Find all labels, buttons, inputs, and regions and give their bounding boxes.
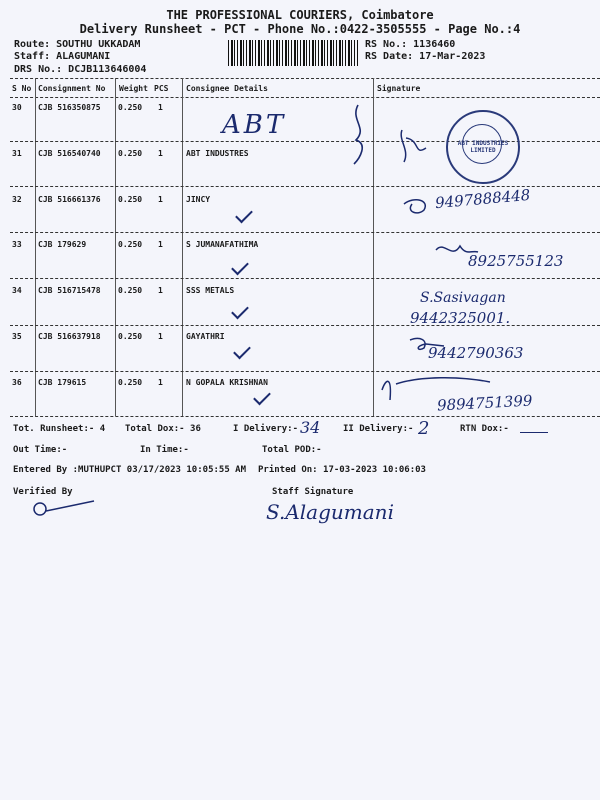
row-weight: 0.250: [118, 332, 143, 341]
check-mark-icon: [235, 206, 253, 224]
runsheet-title: Delivery Runsheet - PCT - Phone No.:0422-3505555 - Page No.:4: [79, 22, 521, 36]
row-consignment: CJB 516540740: [38, 149, 101, 158]
i-delivery-value: 34: [300, 418, 321, 437]
check-mark-icon: [231, 258, 249, 276]
row-weight: 0.250: [118, 149, 143, 158]
row-sno: 36: [12, 378, 22, 387]
row-consignment: CJB 516350875: [38, 103, 101, 112]
row-consignment: CJB 179615: [38, 378, 87, 387]
table-top-rule: [10, 78, 600, 79]
row-consignee: GAYATHRI: [186, 332, 225, 341]
row-weight: 0.250: [118, 240, 143, 249]
total-runsheet: Tot. Runsheet:- 4: [13, 424, 106, 434]
col-header-signature: Signature: [377, 84, 421, 93]
check-mark-icon: [253, 388, 271, 406]
row-sno: 30: [12, 103, 22, 112]
rtn-dash: [520, 432, 548, 433]
row-consignee: S JUMANAFATHIMA: [186, 240, 259, 249]
company-title: THE PROFESSIONAL COURIERS, Coimbatore: [166, 8, 434, 22]
row-sno: 35: [12, 332, 22, 341]
row-weight: 0.250: [118, 195, 143, 204]
row-sno: 32: [12, 195, 22, 204]
staff-signature: S.Alagumani: [266, 500, 394, 524]
row-consignee: JINCY: [186, 195, 211, 204]
row-consignee: N GOPALA KRISHNAN: [186, 378, 268, 387]
row-sno: 33: [12, 240, 22, 249]
col-header-consignee: Consignee Details: [186, 84, 268, 93]
row-pcs: 1: [158, 378, 163, 387]
col-header-weight: Weight: [119, 84, 148, 93]
row-consignee: SSS METALS: [186, 286, 235, 295]
handwritten-name: S.Sasivagan: [420, 290, 506, 306]
verified-by-label: Verified By: [13, 487, 73, 497]
total-dox: Total Dox:- 36: [125, 424, 201, 434]
total-pod: Total POD:-: [262, 445, 322, 455]
i-delivery-label: I Delivery:-: [233, 424, 299, 434]
row-pcs: 1: [158, 240, 163, 249]
col-header-sno: S No: [12, 84, 32, 93]
in-time: In Time:-: [140, 445, 189, 455]
row-consignment: CJB 179629: [38, 240, 87, 249]
row-consignee: ABT INDUSTRES: [186, 149, 249, 158]
col-divider: [182, 78, 183, 416]
rs-number: RS No.: 1136460: [365, 39, 456, 50]
entered-by: Entered By :MUTHUPCT 03/17/2023 10:05:55 AM: [13, 465, 246, 475]
handwritten-phone: 9894751399: [436, 391, 533, 415]
stamp-text: ABT INDUSTRIES LIMITED: [457, 140, 509, 154]
row-pcs: 1: [158, 149, 163, 158]
out-time: Out Time:-: [13, 445, 68, 455]
row-weight: 0.250: [118, 286, 143, 295]
ii-delivery-label: II Delivery:-: [343, 424, 414, 434]
row-weight: 0.250: [118, 103, 143, 112]
row-pcs: 1: [158, 103, 163, 112]
rs-date: RS Date: 17-Mar-2023: [365, 51, 486, 62]
row-consignment: CJB 516661376: [38, 195, 101, 204]
printed-on: Printed On: 17-03-2023 10:06:03: [258, 465, 426, 475]
barcode: [228, 40, 358, 66]
staff-label: Staff: ALAGUMANI: [14, 51, 111, 62]
handwritten-phone: 9442325001.: [410, 309, 511, 327]
staff-signature-label: Staff Signature: [272, 487, 354, 497]
table-header-rule: [10, 97, 600, 98]
handwritten-note: ABT: [222, 110, 287, 140]
row-consignment: CJB 516715478: [38, 286, 101, 295]
col-header-pcs: PCS: [154, 84, 169, 93]
ii-delivery-value: 2: [418, 418, 430, 439]
row-pcs: 1: [158, 195, 163, 204]
route-label: Route: SOUTHU UKKADAM: [14, 39, 141, 50]
drs-number: DRS No.: DCJB113646004: [14, 64, 147, 75]
col-header-consignment: Consignment No: [38, 84, 106, 93]
rtn-dox-label: RTN Dox:-: [460, 424, 509, 434]
handwritten-phone: 9442790363: [428, 344, 524, 362]
check-mark-icon: [233, 342, 251, 360]
handwritten-phone: 9497888448: [434, 185, 532, 213]
handwritten-phone: 8925755123: [468, 252, 564, 270]
verified-signature: [28, 497, 98, 521]
row-weight: 0.250: [118, 378, 143, 387]
col-divider: [35, 78, 36, 416]
row-pcs: 1: [158, 286, 163, 295]
col-divider: [115, 78, 116, 416]
check-mark-icon: [231, 302, 249, 320]
row-sno: 31: [12, 149, 22, 158]
row-consignment: CJB 516637918: [38, 332, 101, 341]
row-sno: 34: [12, 286, 22, 295]
row-pcs: 1: [158, 332, 163, 341]
